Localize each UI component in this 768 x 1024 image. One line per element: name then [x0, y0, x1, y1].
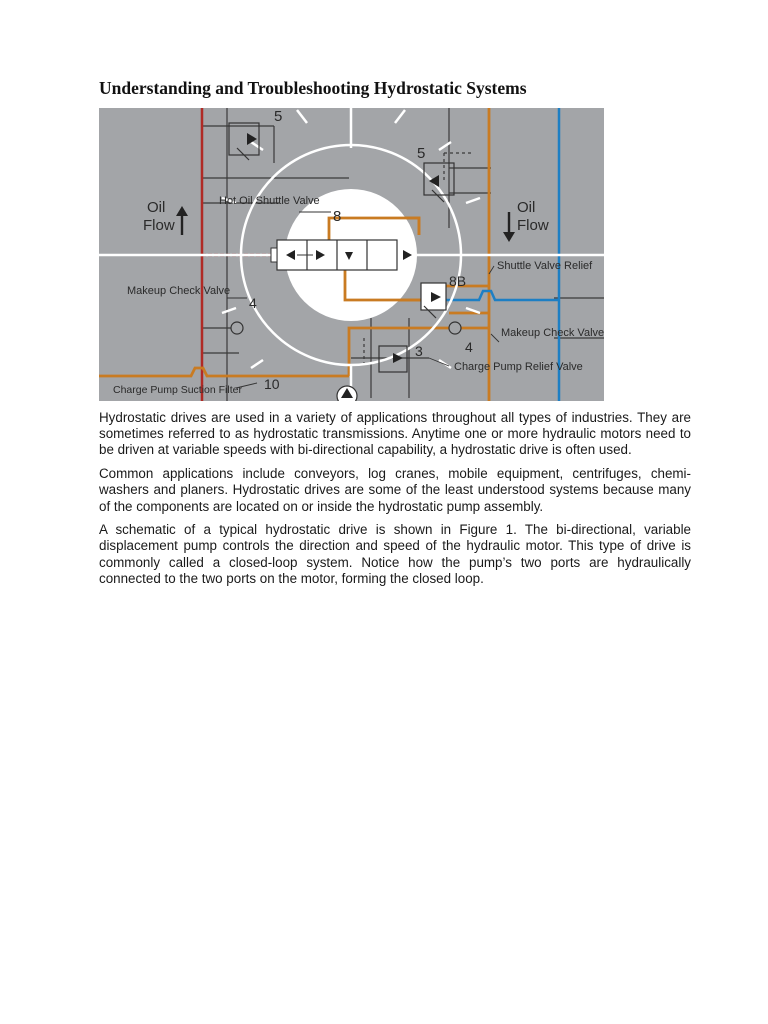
- hydrostatic-schematic-figure: [99, 108, 604, 401]
- makeup-check-valve-right-label: Makeup Check Valve: [501, 327, 604, 339]
- document-title: Understanding and Troubleshooting Hydrostatic Systems: [99, 78, 527, 98]
- component-number-4-left: 4: [249, 295, 257, 311]
- oil-flow-left-label-1: Oil: [147, 199, 166, 216]
- shuttle-valve-relief-label: Shuttle Valve Relief: [497, 260, 593, 272]
- oil-flow-right-label-2: Flow: [517, 217, 549, 234]
- hot-oil-shuttle-valve-label: Hot Oil Shuttle Valve: [219, 195, 320, 207]
- component-number-8b: 8B: [449, 273, 467, 289]
- charge-pump-suction-filter-label: Charge Pump Suction Filter: [113, 384, 242, 396]
- paragraph-2: Common applications include conveyors, log cranes, mobile equipment, centrifuges, chemi-washers and planers. Hydrostatic drives are some of the least understood systems because many of the components are located on or inside the hydrostatic pump assembly.: [99, 466, 691, 514]
- component-number-10: 10: [264, 376, 280, 392]
- component-number-3: 3: [415, 343, 423, 359]
- paragraph-3: A schematic of a typical hydrostatic drive is shown in Figure 1. The bi-directional, variable displacement pump controls the direction and speed of the hydraulic motor. This type of drive is commonly called a closed-loop system. Notice how the pump’s two ports are hydraulically connected to the two ports on the motor, forming the closed loop.: [99, 522, 691, 586]
- component-number-5-top: 5: [274, 108, 283, 125]
- component-number-4-right: 4: [465, 339, 473, 355]
- oil-flow-left-label-2: Flow: [143, 217, 175, 234]
- body-text: [99, 410, 691, 595]
- oil-flow-right-label-1: Oil: [517, 199, 536, 216]
- makeup-check-valve-left-label: Makeup Check Valve: [127, 285, 231, 297]
- component-number-5-right: 5: [417, 145, 426, 162]
- component-number-8: 8: [333, 208, 342, 225]
- charge-pump-relief-valve-label: Charge Pump Relief Valve: [454, 361, 583, 373]
- paragraph-1: Hydrostatic drives are used in a variety of applications throughout all types of industries. They are sometimes referred to as hydrostatic transmissions. Anytime one or more hydraulic motors need to be driven at variable speeds with bi-directional capability, a hydrostatic drive is often used.: [99, 410, 691, 458]
